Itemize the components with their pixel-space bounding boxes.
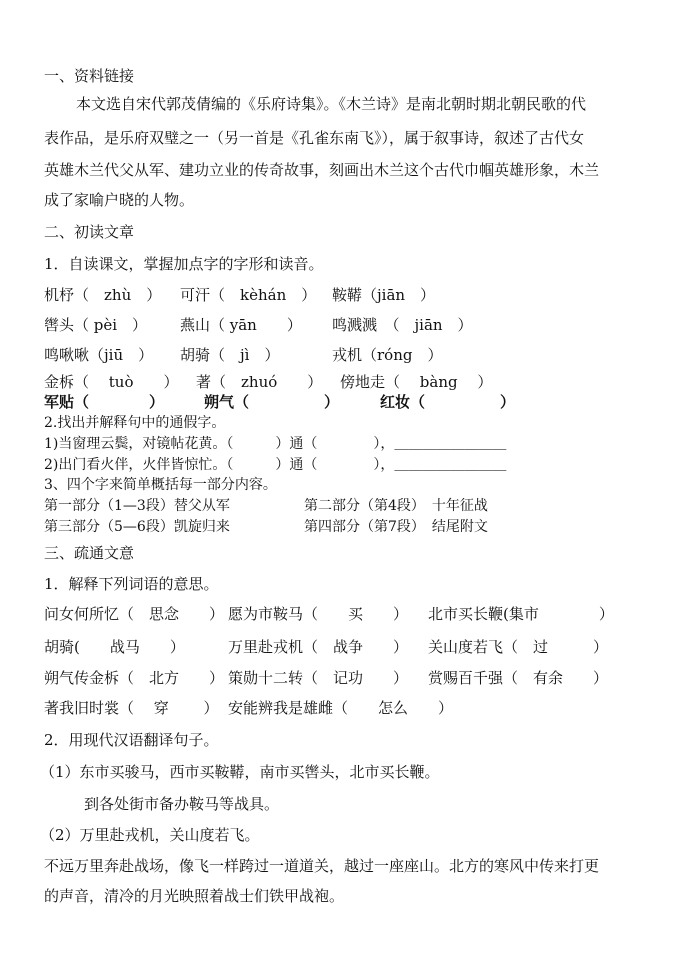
- intro-line-1: 本文选自宋代郭茂倩编的《乐府诗集》。《木兰诗》是南北朝时期北朝民歌的代: [76, 95, 587, 113]
- word-item: 胡骑( 战马 ）: [44, 638, 185, 656]
- word-item: 著我旧时裳（ 穿 ）: [44, 699, 219, 717]
- intro-line-2: 表作品，是乐府双璧之一（另一首是《孔雀东南飞》），属于叙事诗，叙述了古代女: [44, 129, 585, 147]
- part-summary: 第一部分（1—3段）替父从军: [44, 498, 230, 514]
- word-item: 北市买长鞭(集市 ）: [428, 605, 614, 623]
- translate-answer-2-line-1: 不远万里奔赴战场，像飞一样跨过一道道关，越过一座座山。北方的寒风中传来打更: [44, 857, 600, 875]
- translate-answer-2-line-2: 的声音，清冷的月光映照着战士们铁甲战袍。: [44, 887, 345, 905]
- translate-sentence-1: （1）东市买骏马，西市买鞍鞯，南市买辔头，北市买长鞭。: [40, 763, 440, 781]
- question-2-2: 2.找出并解释句中的通假字。: [44, 415, 226, 431]
- word-item: 问女何所忆（ 思念 ）: [44, 605, 225, 623]
- word-item: 安能辨我是雄雌（ 怎么 ）: [228, 699, 454, 717]
- section3-heading: 三、疏通文意: [44, 544, 135, 562]
- pron-item: 金柝（ tuò ）: [44, 373, 179, 391]
- pron-item: 鸣啾啾（jiū ）: [44, 346, 154, 364]
- part-summary: 第四部分（第7段） 结尾附文: [304, 519, 488, 535]
- pron-item: 戎机（róng ）: [332, 346, 443, 364]
- tongjia-line: 2)出门看火伴，火伴皆惊忙。（ ）通（ ），＿＿＿＿＿＿＿＿: [44, 457, 507, 473]
- pron-item: 傍地走（ bàng ）: [340, 373, 493, 391]
- part-summary: 第二部分（第4段） 十年征战: [304, 498, 488, 514]
- word-item: 策勋十二转（ 记功 ）: [228, 669, 409, 687]
- word-item: 愿为市鞍马（ 买 ）: [228, 605, 409, 623]
- pron-item: 红妆（ ）: [380, 393, 516, 411]
- pron-item: 辔头（ pèi ）: [44, 316, 148, 334]
- pron-item: 军贴（ ）: [44, 393, 165, 411]
- section2-heading: 二、初读文章: [44, 223, 135, 241]
- pron-item: 胡骑（ jì ）: [180, 346, 280, 364]
- word-item: 关山度若飞（ 过 ）: [428, 638, 609, 656]
- translate-answer-1: 到各处街市备办鞍马等战具。: [84, 795, 280, 813]
- tongjia-line: 1)当窗理云鬓，对镜帖花黄。（ ）通（ ），＿＿＿＿＿＿＿＿: [44, 436, 507, 452]
- word-item: 赏赐百千强（ 有余 ）: [428, 669, 609, 687]
- word-item: 朔气传金柝（ 北方 ）: [44, 669, 225, 687]
- translate-sentence-2: （2）万里赴戎机，关山度若飞。: [40, 826, 260, 844]
- pron-item: 朔气（ ）: [204, 393, 340, 411]
- question-2-3: 3、四个字来简单概括每一部分内容。: [44, 477, 277, 493]
- pron-item: 鞍鞯（jiān ）: [332, 286, 436, 304]
- pron-item: 机杼（ zhù ）: [44, 286, 162, 304]
- intro-line-4: 成了家喻户晓的人物。: [44, 191, 195, 209]
- question-3-2: 2．用现代汉语翻译句子。: [44, 731, 219, 749]
- pron-item: 燕山（ yān ）: [180, 316, 302, 334]
- pron-item: 著（ zhuó ）: [196, 373, 323, 391]
- question-2-1: 1．自读课文，掌握加点字的字形和读音。: [44, 255, 324, 273]
- section1-heading: 一、资料链接: [44, 67, 135, 85]
- pron-item: 可汗（ kèhán ）: [180, 286, 317, 304]
- word-item: 万里赴戎机（ 战争 ）: [228, 638, 409, 656]
- question-3-1: 1．解释下列词语的意思。: [44, 575, 219, 593]
- pron-item: 鸣溅溅 （ jiān ）: [332, 316, 473, 334]
- part-summary: 第三部分（5—6段）凯旋归来: [44, 519, 230, 535]
- intro-line-3: 英雄木兰代父从军、建功立业的传奇故事，刻画出木兰这个古代巾帼英雄形象，木兰: [44, 161, 600, 179]
